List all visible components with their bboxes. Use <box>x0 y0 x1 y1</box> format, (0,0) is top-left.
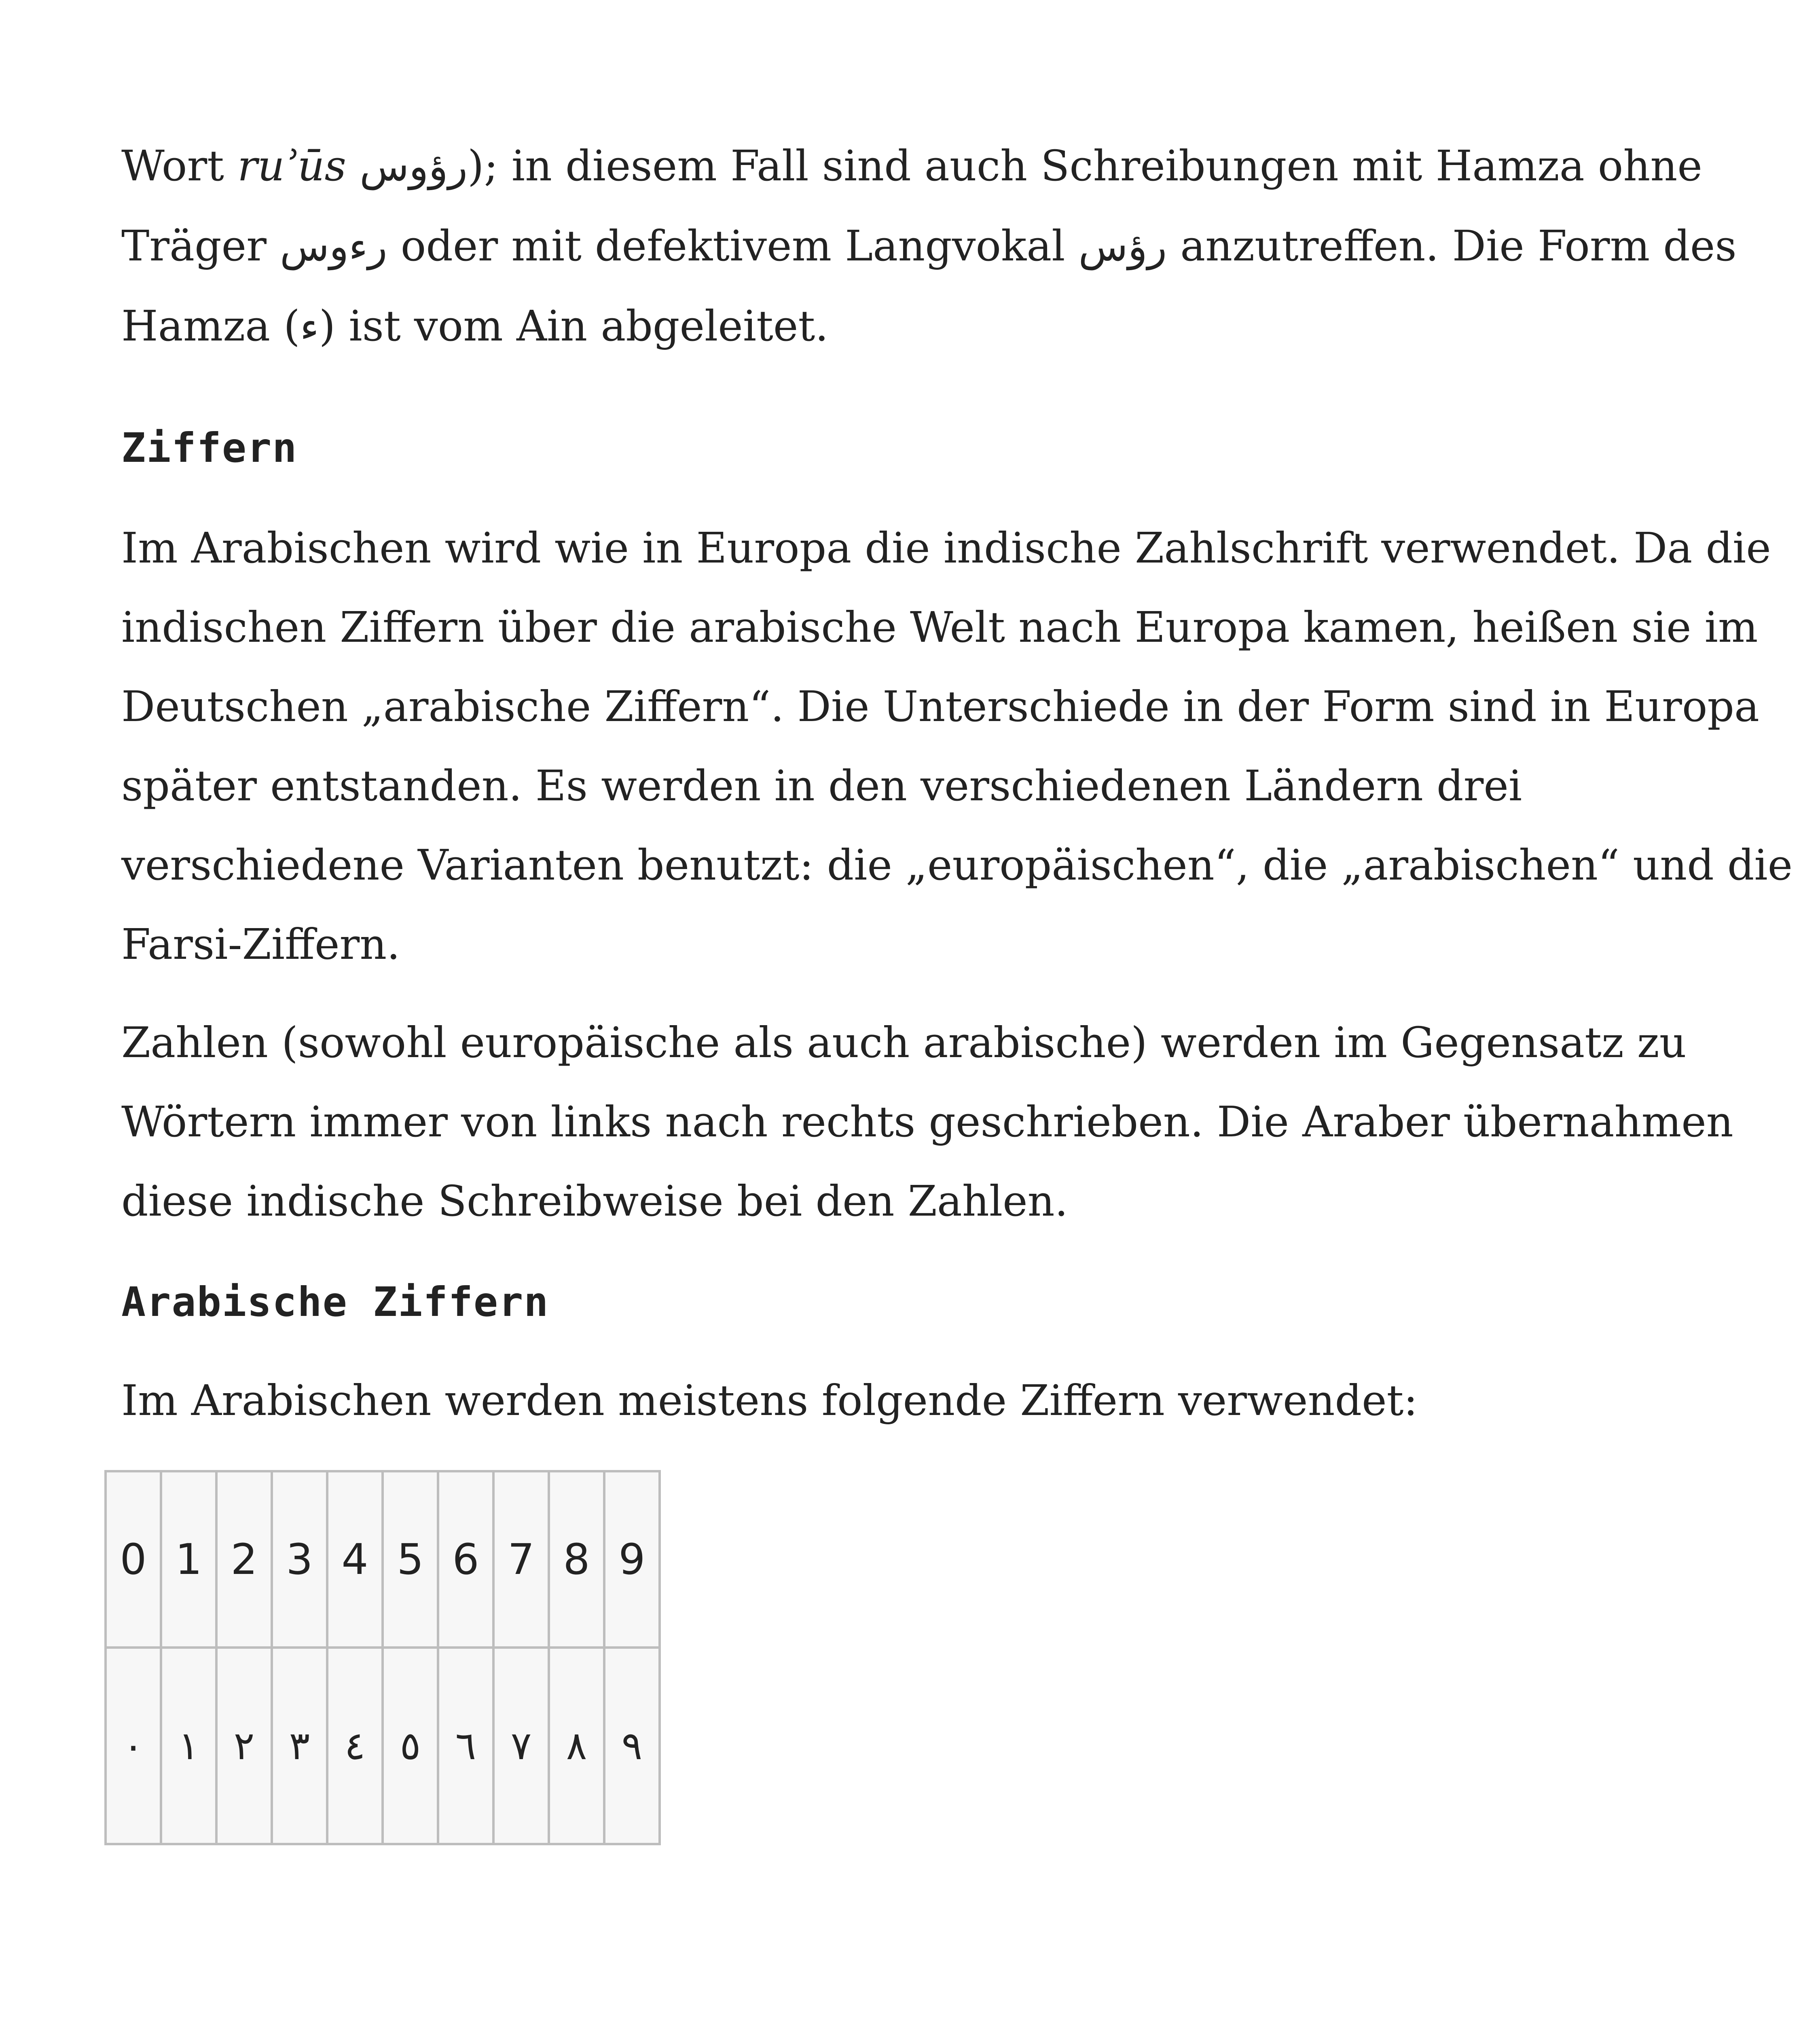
arabic-word-hamza-without-carrier: رءوس <box>279 223 387 270</box>
ziffern-line: Farsi-Ziffern. <box>121 920 400 969</box>
intro-paragraph <box>121 126 1737 366</box>
european-digit-cell: 9 <box>604 1471 660 1648</box>
european-digit-cell: 4 <box>327 1471 383 1648</box>
heading-ziffern: Ziffern <box>121 424 298 472</box>
zahlen-paragraph <box>121 1003 1733 1241</box>
arabic-digit-cell: ٥ <box>383 1648 438 1844</box>
arabic-digit-cell: ٦ <box>438 1648 493 1844</box>
intro-line-2-start: Träger <box>121 221 280 271</box>
ziffern-paragraph <box>121 508 1793 984</box>
intro-line-2 <box>121 206 1737 286</box>
arabic-digit-cell: ٢ <box>216 1648 272 1844</box>
ziffern-line: verschiedene Varianten benutzt: die „europäischen“, die „arabischen“ und die <box>121 840 1793 890</box>
european-digit-cell: 6 <box>438 1471 493 1648</box>
european-digit-cell: 7 <box>493 1471 549 1648</box>
arabic-digits-row <box>106 1648 660 1844</box>
european-digits-row <box>106 1471 660 1648</box>
zahlen-line: Wörtern immer von links nach rechts geschrieben. Die Araber übernahmen <box>121 1097 1733 1146</box>
arabic-digit-cell: ٠ <box>106 1648 161 1844</box>
ziffern-line: später entstanden. Es werden in den verschiedenen Ländern drei <box>121 761 1522 810</box>
intro-line-2-end: anzutreffen. Die Form des <box>1167 221 1737 271</box>
european-digit-cell: 2 <box>216 1471 272 1648</box>
zahlen-line: diese indische Schreibweise bei den Zahlen. <box>121 1176 1068 1226</box>
intro-line-3 <box>121 286 1658 366</box>
european-digit-cell: 8 <box>549 1471 604 1648</box>
arabic-word-defective-vowel: رؤس <box>1078 223 1167 270</box>
arabic-digit-cell: ٩ <box>604 1648 660 1844</box>
ziffern-line: Im Arabischen wird wie in Europa die indische Zahlschrift verwendet. Da die <box>121 523 1771 573</box>
heading-arabische-ziffern: Arabische Ziffern <box>121 1278 549 1326</box>
intro-line-2-middle: oder mit defektivem Langvokal <box>387 221 1079 271</box>
european-digit-cell: 3 <box>272 1471 327 1648</box>
arabic-digit-cell: ٤ <box>327 1648 383 1844</box>
intro-line-1-space <box>346 141 360 190</box>
intro-line-1-start: Wort <box>121 141 238 190</box>
intro-line-1-end: ); in diesem Fall sind auch Schreibungen mit Hamza ohne <box>468 141 1702 190</box>
table-intro-line: Im Arabischen werden meistens folgende Ziffern verwendet: <box>121 1376 1418 1425</box>
arabic-digit-cell: ٨ <box>549 1648 604 1844</box>
arabic-digit-cell: ٧ <box>493 1648 549 1844</box>
arabic-hamza-letter: ء <box>300 303 319 350</box>
intro-line-1 <box>121 126 1702 206</box>
european-digit-cell: 0 <box>106 1471 161 1648</box>
ziffern-line: indischen Ziffern über die arabische Welt nach Europa kamen, heißen sie im <box>121 603 1758 652</box>
ziffern-line: Deutschen „arabische Ziffern“. Die Unterschiede in der Form sind in Europa <box>121 682 1760 731</box>
intro-line-3-end: ) ist vom Ain abgeleitet. <box>319 301 829 351</box>
zahlen-line: Zahlen (sowohl europäische als auch arabische) werden im Gegensatz zu <box>121 1018 1687 1067</box>
digits-table <box>104 1470 661 1845</box>
transliteration-ruus: ruʾūs <box>237 141 347 190</box>
intro-line-3-start: Hamza ( <box>121 301 300 351</box>
arabic-word-ruus: رؤوس <box>360 143 468 190</box>
arabic-digit-cell: ١ <box>161 1648 216 1844</box>
table-intro <box>121 1361 1658 1440</box>
european-digit-cell: 1 <box>161 1471 216 1648</box>
european-digit-cell: 5 <box>383 1471 438 1648</box>
arabic-digit-cell: ٣ <box>272 1648 327 1844</box>
